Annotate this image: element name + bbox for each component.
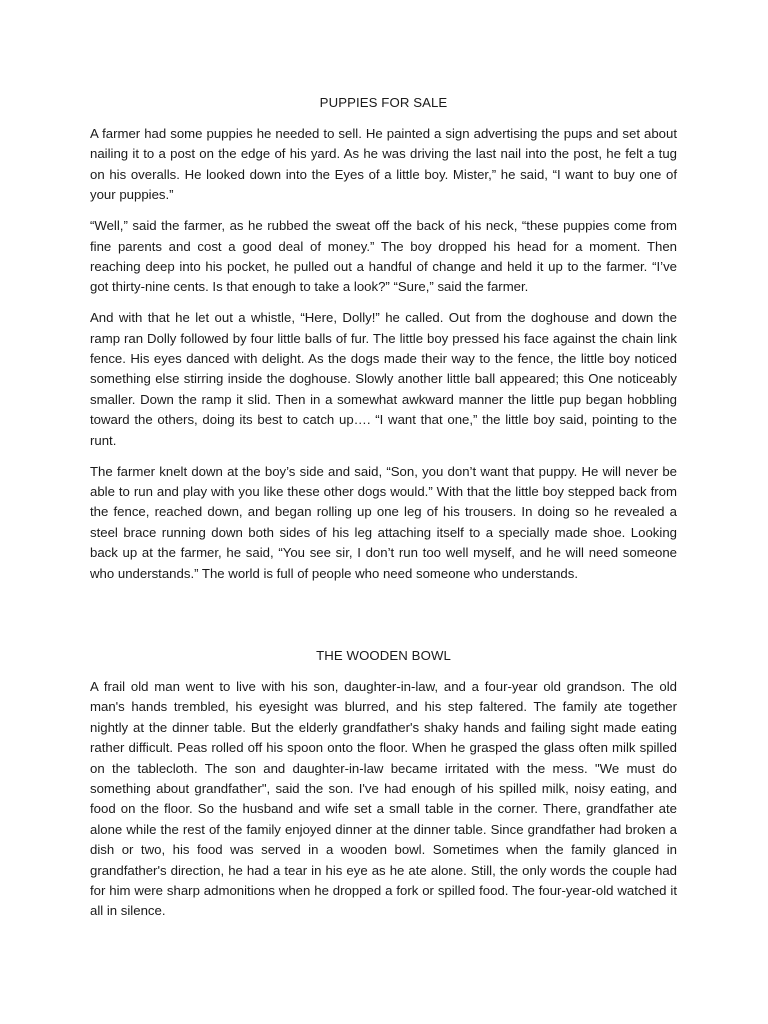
story-paragraph: A farmer had some puppies he needed to sell. He painted a sign advertising the pups and set about nailing it to a post on the edge of his yard. As he was driving the last nail into the post, he felt a tug on his overalls. He looked down into the Eyes of a little boy. Mister,” he said, “I want to buy one of your puppies.” xyxy=(90,126,677,203)
story-paragraph: A frail old man went to live with his son, daughter-in-law, and a four-year old grandson. The old man's hands trembled, his eyesight was blurred, and his step faltered. The family ate together nightly at the dinner table. But the elderly grandfather's shaky hands and failing sight made eating rather difficult. Peas rolled off his spoon onto the floor. When he grasped the glass often milk spilled on the tablecloth. The son and daughter-in-law became irritated with the mess. "We must do something about grandfather", said the son. I've had enough of his spilled milk, noisy eating, and food on the floor. So the husband and wife set a small table in the corner. There, grandfather ate alone while the rest of the family enjoyed dinner at the dinner table. Since grandfather had broken a dish or two, his food was served in a wooden bowl. Sometimes when the family glanced in grandfather's direction, he had a tear in his eye as he ate alone. Still, the only words the couple had for him were sharp admonitions when he dropped a fork or spilled food. The four-year-old watched it all in silence. xyxy=(90,679,677,919)
story-title: PUPPIES FOR SALE xyxy=(319,95,448,110)
story-paragraph: “Well,” said the farmer, as he rubbed the sweat off the back of his neck, “these puppies come from fine parents and cost a good deal of money.” The boy dropped his head for a moment. Then reaching deep into his pocket, he pulled out a handful of change and held it up to the farmer. “I’ve got thirty-nine cents. Is that enough to take a look?” “Sure,” said the farmer. xyxy=(90,218,677,295)
story-paragraph: And with that he let out a whistle, “Here, Dolly!” he called. Out from the doghouse and down the ramp ran Dolly followed by four little balls of fur. The little boy pressed his face against the chain link fence. His eyes danced with delight. As the dogs made their way to the fence, the little boy noticed something else stirring inside the doghouse. Slowly another little ball appeared; this One noticeably smaller. Down the ramp it slid. Then in a somewhat awkward manner the little pup began hobbling toward the others, doing its best to catch up…. “I want that one,” the little boy said, pointing to the runt. xyxy=(90,310,677,448)
story-the-wooden-bowl xyxy=(90,647,677,932)
story-puppies-for-sale xyxy=(90,94,677,595)
story-title: THE WOODEN BOWL xyxy=(316,648,451,663)
story-paragraph: The farmer knelt down at the boy’s side and said, “Son, you don’t want that puppy. He will never be able to run and play with you like these other dogs would.” With that the little boy stepped back from the fence, reached down, and began rolling up one leg of his trousers. In doing so he revealed a steel brace running down both sides of his leg attaching itself to a specially made shoe. Looking back up at the farmer, he said, “You see sir, I don’t run too well myself, and he will need someone who understands.” The world is full of people who need someone who understands. xyxy=(90,463,677,581)
